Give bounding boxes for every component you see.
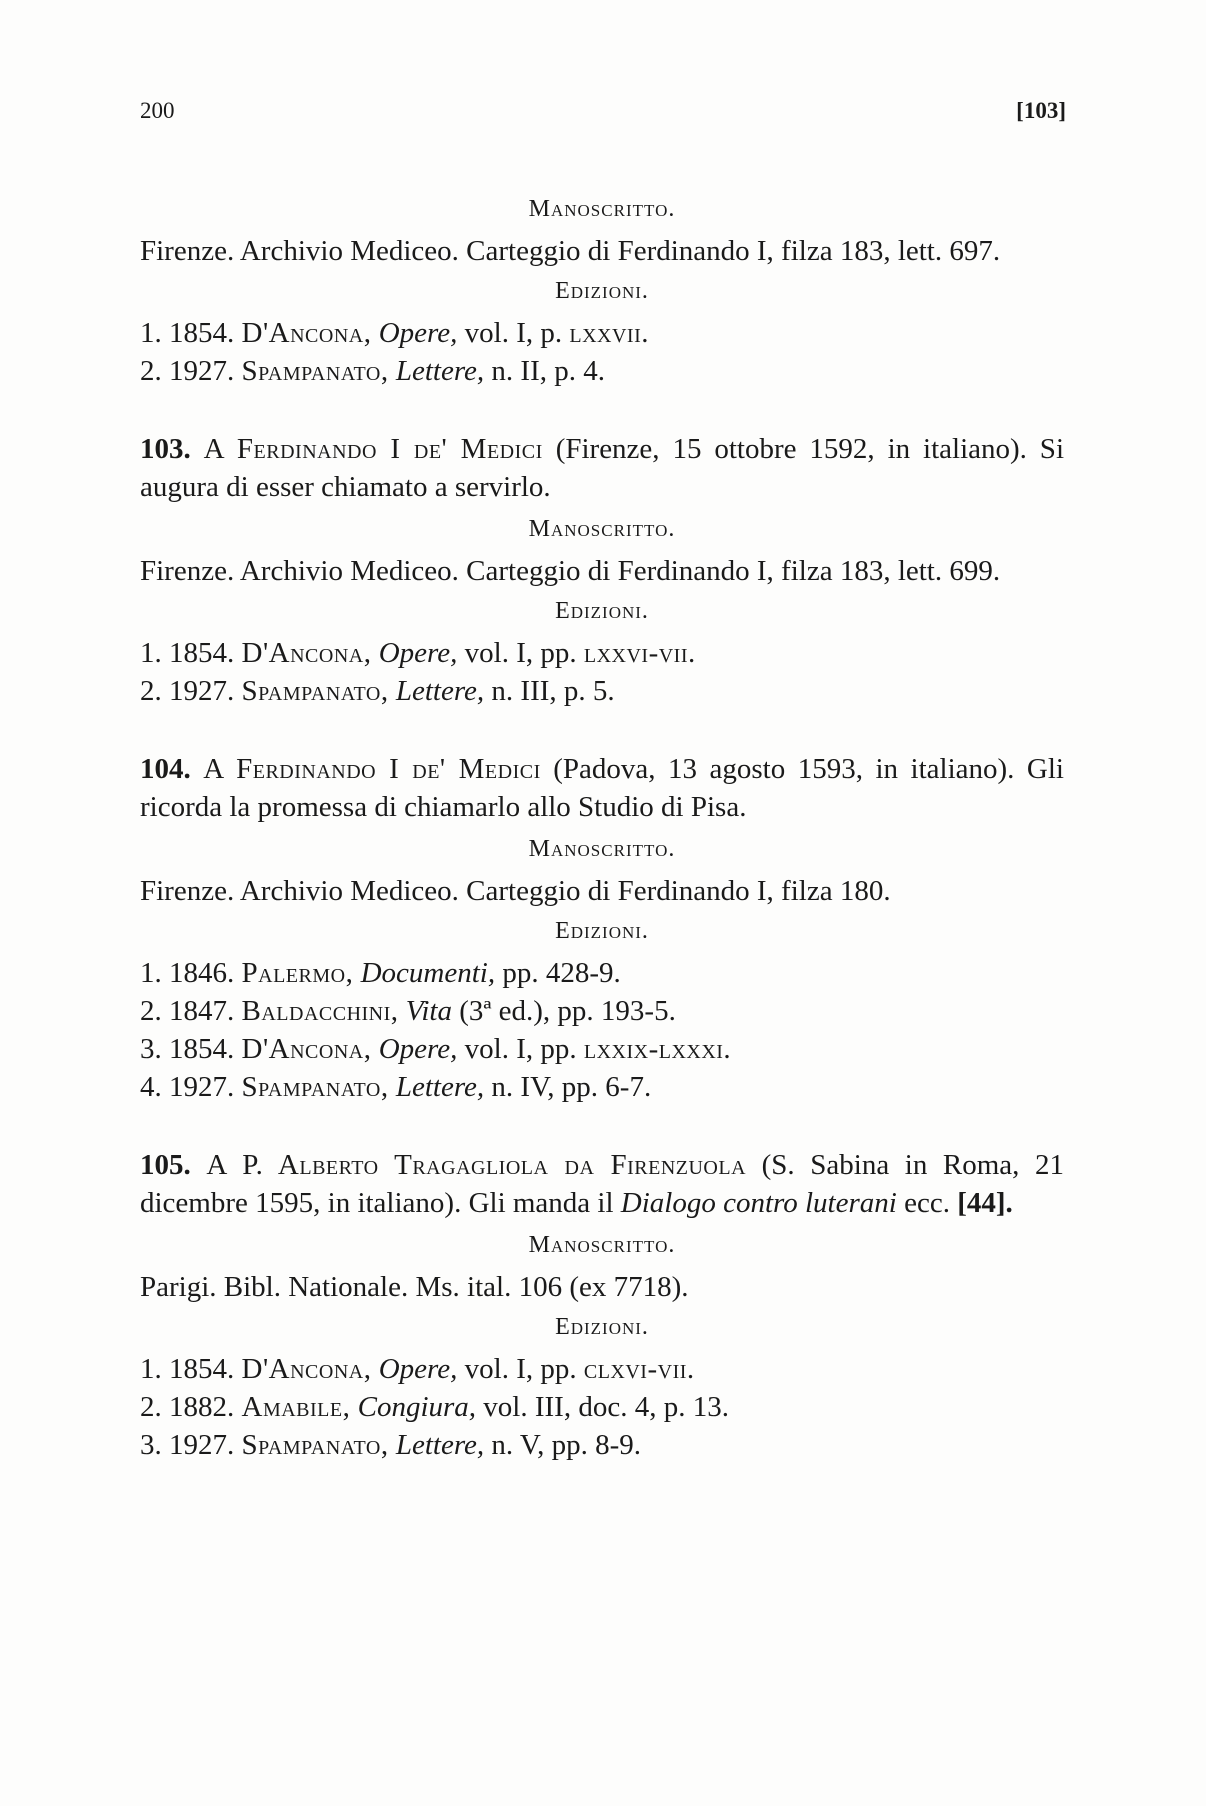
edition-roman: clxvi-vii. xyxy=(583,1353,695,1385)
manuscript-text: Firenze. Archivio Mediceo. Carteggio di Ferdinando I, filza 183, lett. 699. xyxy=(140,555,1001,587)
edition-number: 2. xyxy=(140,995,162,1027)
entry-block-top xyxy=(140,190,1064,390)
edition-title: Lettere, xyxy=(395,1429,485,1461)
edition-title: Documenti, xyxy=(360,957,496,989)
manuscript-text: Parigi. Bibl. Nationale. Ms. ital. 106 (ex 7718). xyxy=(140,1271,689,1303)
edition-number: 1. xyxy=(140,1353,162,1385)
edition-number: 2. xyxy=(140,1391,162,1423)
editions-list xyxy=(140,314,1064,390)
edition-item xyxy=(140,672,1064,710)
entry-number: 103. xyxy=(140,433,191,465)
manuscript-text: Firenze. Archivio Mediceo. Carteggio di Ferdinando I, filza 180. xyxy=(140,875,891,907)
entry-reference: [44]. xyxy=(957,1187,1013,1219)
edition-item xyxy=(140,1068,1064,1106)
edition-item xyxy=(140,314,1064,352)
edition-number: 3. xyxy=(140,1429,162,1461)
edition-author: Amabile, xyxy=(241,1391,351,1423)
manuscript-heading: Manoscritto. xyxy=(528,836,676,862)
edition-year: 1882. xyxy=(169,1391,235,1423)
edition-item xyxy=(140,1388,1064,1426)
edition-author: D'Ancona, xyxy=(241,317,372,349)
edition-ref: n. II, p. 4. xyxy=(491,355,605,387)
edition-item xyxy=(140,634,1064,672)
edition-title: Opere, xyxy=(378,1033,458,1065)
edition-ref: n. III, p. 5. xyxy=(491,675,615,707)
editions-list xyxy=(140,1350,1064,1464)
manuscript-heading: Manoscritto. xyxy=(528,1232,676,1258)
edition-author: D'Ancona, xyxy=(241,1033,372,1065)
entry-recipient: A Ferdinando I de' Medici xyxy=(203,433,543,465)
edition-number: 1. xyxy=(140,957,162,989)
editions-list xyxy=(140,634,1064,710)
edition-author: Palermo, xyxy=(241,957,354,989)
edition-author: D'Ancona, xyxy=(241,1353,372,1385)
edition-ref: vol. I, pp. xyxy=(464,1353,577,1385)
edition-roman: lxxvi-vii. xyxy=(583,637,696,669)
edition-ref: (3ª ed.), pp. 193-5. xyxy=(459,995,676,1027)
entry-number: 105. xyxy=(140,1149,191,1181)
work-title: Dialogo contro luterani xyxy=(620,1187,897,1219)
edition-author: Spampanato, xyxy=(241,1071,389,1103)
manuscript-heading: Manoscritto. xyxy=(528,196,676,222)
edition-year: 1927. xyxy=(169,1429,235,1461)
edition-ref: n. V, pp. 8-9. xyxy=(491,1429,642,1461)
edition-ref: vol. III, doc. 4, p. 13. xyxy=(483,1391,729,1423)
edition-title: Vita xyxy=(405,995,452,1027)
entry-105 xyxy=(140,1146,1064,1464)
edition-title: Lettere, xyxy=(395,1071,485,1103)
edition-number: 3. xyxy=(140,1033,162,1065)
edition-author: Spampanato, xyxy=(241,675,389,707)
edition-number: 2. xyxy=(140,355,162,387)
editions-heading: Edizioni. xyxy=(555,918,649,944)
edition-item xyxy=(140,352,1064,390)
edition-item xyxy=(140,1350,1064,1388)
edition-year: 1927. xyxy=(169,1071,235,1103)
edition-number: 1. xyxy=(140,317,162,349)
editions-heading: Edizioni. xyxy=(555,278,649,304)
edition-year: 1927. xyxy=(169,675,235,707)
edition-number: 1. xyxy=(140,637,162,669)
edition-author: Baldacchini, xyxy=(241,995,399,1027)
editions-list xyxy=(140,954,1064,1106)
edition-title: Congiura, xyxy=(357,1391,477,1423)
entry-description: (S. Sabina in Roma, 21 dicembre 1595, in italiano). Gli manda il xyxy=(140,1149,1065,1219)
edition-ref: vol. I, pp. xyxy=(464,637,577,669)
edition-item xyxy=(140,992,1064,1030)
edition-author: Spampanato, xyxy=(241,1429,389,1461)
edition-author: Spampanato, xyxy=(241,355,389,387)
edition-year: 1847. xyxy=(169,995,235,1027)
edition-ref: n. IV, pp. 6-7. xyxy=(491,1071,652,1103)
edition-title: Opere, xyxy=(378,637,458,669)
entry-description: (Firenze, 15 ottobre 1592, in italiano). Si augura di esser chiamato a servirlo. xyxy=(140,433,1064,503)
edition-ref: vol. I, pp. xyxy=(464,1033,577,1065)
editions-heading: Edizioni. xyxy=(555,598,649,624)
entry-104 xyxy=(140,750,1064,1106)
entry-103 xyxy=(140,430,1064,710)
page-number: 200 xyxy=(140,98,175,123)
edition-year: 1854. xyxy=(169,1353,235,1385)
edition-title: Opere, xyxy=(378,317,458,349)
entry-title xyxy=(140,430,1064,506)
bracket-number: [103] xyxy=(1016,98,1066,123)
edition-roman: lxxix-lxxxi. xyxy=(583,1033,732,1065)
edition-ref: vol. I, p. xyxy=(464,317,563,349)
editions-heading: Edizioni. xyxy=(555,1314,649,1340)
entry-recipient: A Ferdinando I de' Medici xyxy=(203,753,541,785)
edition-year: 1854. xyxy=(169,317,235,349)
edition-year: 1854. xyxy=(169,1033,235,1065)
edition-title: Lettere, xyxy=(395,355,485,387)
edition-item xyxy=(140,1426,1064,1464)
edition-year: 1846. xyxy=(169,957,235,989)
manuscript-heading: Manoscritto. xyxy=(528,516,676,542)
edition-ref: pp. 428-9. xyxy=(502,957,621,989)
edition-roman: lxxvii. xyxy=(569,317,649,349)
edition-number: 4. xyxy=(140,1071,162,1103)
entry-description-end: ecc. xyxy=(904,1187,950,1219)
edition-year: 1927. xyxy=(169,355,235,387)
edition-number: 2. xyxy=(140,675,162,707)
edition-item xyxy=(140,1030,1064,1068)
edition-item xyxy=(140,954,1064,992)
edition-year: 1854. xyxy=(169,637,235,669)
entry-number: 104. xyxy=(140,753,191,785)
entry-recipient: A P. Alberto Tragagliola da Firenzuola xyxy=(206,1149,747,1181)
edition-title: Opere, xyxy=(378,1353,458,1385)
entry-title xyxy=(140,750,1064,826)
entry-title xyxy=(140,1146,1064,1222)
entry-description: (Padova, 13 agosto 1593, in italiano). Gli ricorda la promessa di chiamarlo allo Studio di Pisa. xyxy=(140,753,1064,823)
edition-author: D'Ancona, xyxy=(241,637,372,669)
edition-title: Lettere, xyxy=(395,675,485,707)
page-body xyxy=(140,190,1064,1464)
manuscript-text: Firenze. Archivio Mediceo. Carteggio di Ferdinando I, filza 183, lett. 697. xyxy=(140,235,1001,267)
